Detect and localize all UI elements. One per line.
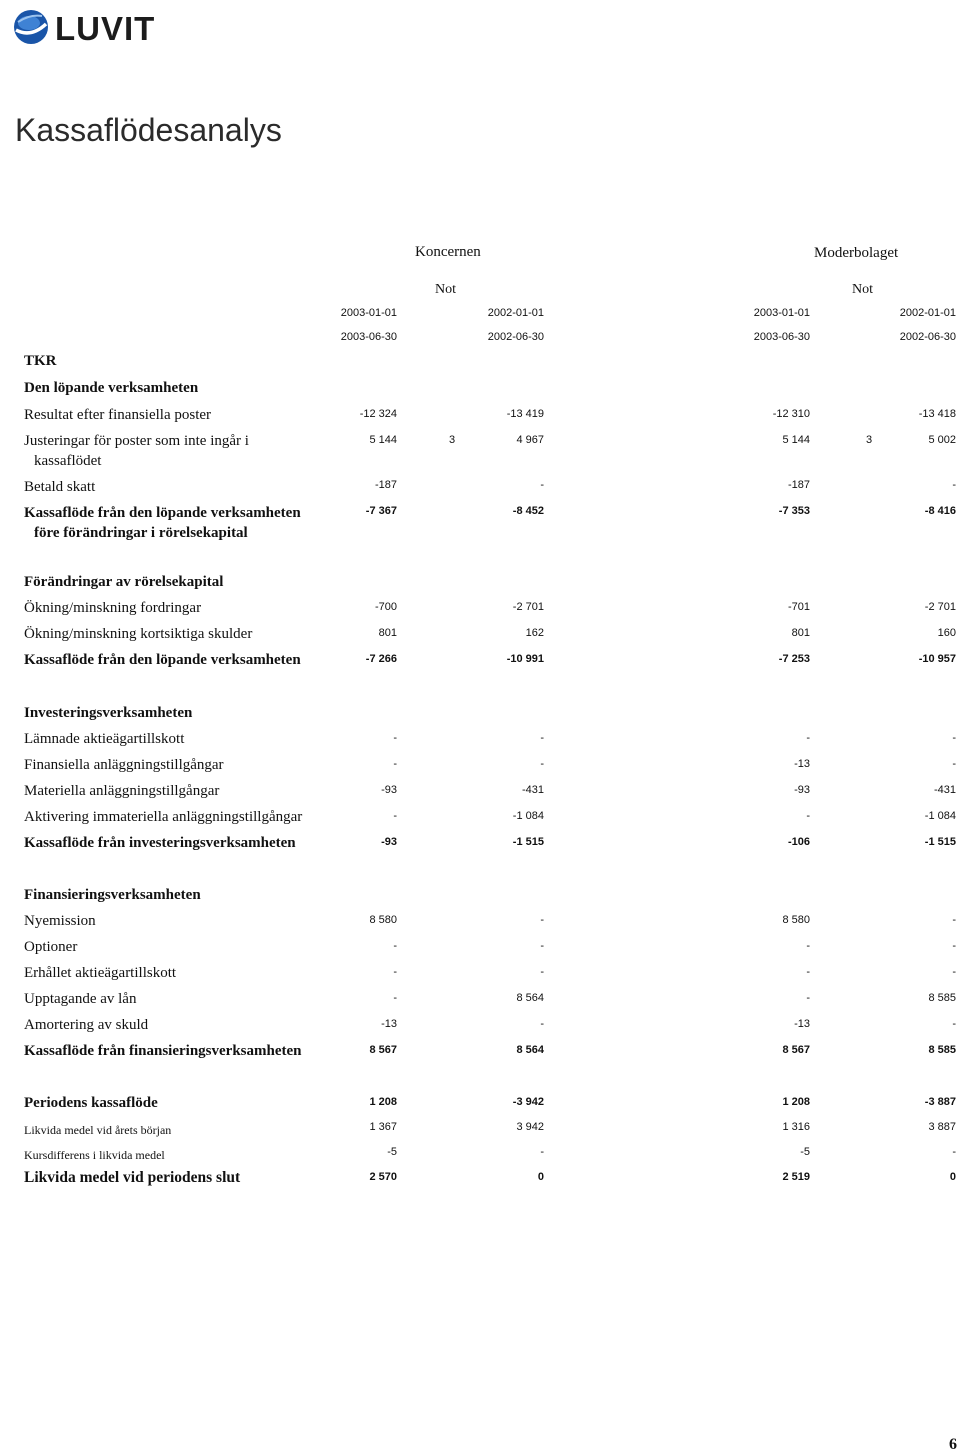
cell-value: -	[393, 732, 397, 744]
date-to-1: 2003-06-30	[340, 331, 397, 343]
cell-value: -431	[521, 784, 544, 796]
header-not-koncernen: Not	[435, 282, 456, 297]
cell-value: -	[952, 758, 956, 770]
cell-value: -2 701	[924, 601, 956, 613]
cell-value: 1 208	[782, 1096, 810, 1108]
cell-value: 1 367	[369, 1121, 397, 1133]
row-label	[24, 431, 249, 471]
logo-globe-icon	[12, 8, 52, 48]
cell-value: -	[540, 732, 544, 744]
cell-value: -	[540, 758, 544, 770]
row-label-cont: före förändringar i rörelsekapital	[34, 525, 248, 541]
cell-value: -93	[794, 784, 810, 796]
cell-value: -93	[381, 784, 397, 796]
cell-value: -187	[374, 479, 397, 491]
cell-value: -7 266	[365, 653, 397, 665]
cell-value: -	[806, 940, 810, 952]
cell-value: -8 452	[512, 505, 544, 517]
cell-value: -	[540, 940, 544, 952]
cell-value: -1 084	[512, 810, 544, 822]
cell-value: -	[393, 810, 397, 822]
cell-value: -7 367	[365, 505, 397, 517]
row-label: Likvida medel vid periodens slut	[24, 1169, 241, 1186]
row-label: Erhållet aktieägartillskott	[24, 965, 177, 981]
cell-value: 0	[537, 1171, 544, 1183]
row-label: Kassaflöde från investeringsverksamheten	[24, 835, 296, 851]
cell-value: -187	[787, 479, 810, 491]
cell-value: -3 942	[512, 1096, 544, 1108]
cell-value: -7 253	[778, 653, 810, 665]
header-not-moderbolaget: Not	[852, 282, 873, 297]
row-label: Likvida medel vid årets början	[24, 1123, 172, 1137]
row-label: Ökning/minskning fordringar	[24, 600, 202, 616]
cell-value: 2 570	[369, 1171, 397, 1183]
cell-value: -	[540, 479, 544, 491]
cell-value: -	[806, 810, 810, 822]
row-label	[24, 503, 301, 543]
row-label-line: Justeringar för poster som inte ingår i	[24, 433, 249, 449]
cell-value: 8 564	[516, 992, 544, 1004]
cell-value: -	[540, 1018, 544, 1030]
row-label: Periodens kassaflöde	[24, 1095, 158, 1111]
cell-value: 8 567	[782, 1044, 810, 1056]
cell-value: -	[540, 914, 544, 926]
row-label-line: Kassaflöde från den löpande verksamheten	[24, 505, 301, 521]
cell-value: -	[952, 1146, 956, 1158]
row-label: Betald skatt	[24, 479, 96, 495]
cell-value: -13	[794, 758, 810, 770]
cell-value: 2 519	[782, 1171, 810, 1183]
row-label: Materiella anläggningstillgångar	[24, 783, 220, 799]
cell-value: -	[806, 966, 810, 978]
date-from-3: 2003-01-01	[753, 307, 810, 319]
cell-value: -13 418	[918, 408, 956, 420]
cell-value: -8 416	[924, 505, 956, 517]
cell-value: 8 585	[928, 1044, 956, 1056]
cell-value: -2 701	[512, 601, 544, 613]
cell-value: -1 515	[512, 836, 544, 848]
row-label: Nyemission	[24, 913, 96, 929]
cell-value: 1 316	[782, 1121, 810, 1133]
header-koncernen: Koncernen	[415, 244, 481, 260]
row-label: Aktivering immateriella anläggningstillgångar	[24, 809, 303, 825]
cell-value: -700	[374, 601, 397, 613]
cell-value: -5	[800, 1146, 810, 1158]
cell-value: -10 991	[506, 653, 544, 665]
cell-value: 8 580	[369, 914, 397, 926]
cell-value: 5 144	[782, 434, 810, 446]
cell-value: 8 567	[369, 1044, 397, 1056]
section-heading: Den löpande verksamheten	[24, 380, 199, 396]
cell-value: -93	[381, 836, 397, 848]
cell-value: -	[806, 732, 810, 744]
cell-value: 3 942	[516, 1121, 544, 1133]
cell-value: 5 002	[928, 434, 956, 446]
cell-value: 8 580	[782, 914, 810, 926]
luvit-logo	[12, 8, 172, 48]
cell-value: -1 515	[924, 836, 956, 848]
cell-value: -701	[787, 601, 810, 613]
cell-value: -1 084	[924, 810, 956, 822]
logo-wordmark: LUVIT	[55, 10, 156, 47]
section-heading: Finansieringsverksamheten	[24, 887, 201, 903]
cell-value: 0	[949, 1171, 956, 1183]
row-label: Optioner	[24, 939, 78, 955]
cell-value: -	[393, 992, 397, 1004]
cell-value: -	[393, 758, 397, 770]
cell-value: -	[806, 992, 810, 1004]
cell-value: -	[540, 1146, 544, 1158]
cell-value: 8 585	[928, 992, 956, 1004]
cell-value: -	[393, 966, 397, 978]
date-to-3: 2003-06-30	[753, 331, 810, 343]
row-label-cont: kassaflödet	[34, 453, 102, 469]
cell-value: 801	[378, 627, 397, 639]
row-label: Kassaflöde från den löpande verksamheten	[24, 652, 301, 668]
section-heading: Investeringsverksamheten	[24, 705, 193, 721]
date-from-4: 2002-01-01	[899, 307, 956, 319]
date-from-2: 2002-01-01	[487, 307, 544, 319]
cell-value: 5 144	[369, 434, 397, 446]
cell-value: -	[952, 940, 956, 952]
cell-value: -13 419	[506, 408, 544, 420]
section-heading: Förändringar av rörelsekapital	[24, 574, 224, 590]
cell-value: -12 324	[359, 408, 397, 420]
cell-value: -13	[794, 1018, 810, 1030]
cell-value: -431	[933, 784, 956, 796]
cell-value: -	[540, 966, 544, 978]
cell-value: -3 887	[924, 1096, 956, 1108]
unit-label: TKR	[24, 353, 57, 369]
row-label: Lämnade aktieägartillskott	[24, 731, 185, 747]
cell-value: -	[952, 966, 956, 978]
row-label: Ökning/minskning kortsiktiga skulder	[24, 626, 253, 642]
cell-value: -10 957	[918, 653, 956, 665]
cell-value: -13	[381, 1018, 397, 1030]
cell-value: -106	[787, 836, 810, 848]
cell-value: -	[393, 940, 397, 952]
page-title: Kassaflödesanalys	[15, 112, 282, 148]
cell-value: -	[952, 1018, 956, 1030]
cell-value: -7 353	[778, 505, 810, 517]
row-label: Upptagande av lån	[24, 991, 137, 1007]
date-to-2: 2002-06-30	[487, 331, 544, 343]
cell-value: -5	[387, 1146, 397, 1158]
row-label: Finansiella anläggningstillgångar	[24, 757, 224, 773]
row-label: Kursdifferens i likvida medel	[24, 1148, 165, 1162]
header-moderbolaget: Moderbolaget	[814, 245, 899, 261]
cell-value: 4 967	[516, 434, 544, 446]
page-number: 6	[949, 1436, 957, 1453]
cell-note: 3	[449, 434, 456, 446]
cell-value: 162	[525, 627, 544, 639]
cell-value: -12 310	[772, 408, 810, 420]
cell-value: 1 208	[369, 1096, 397, 1108]
row-label: Kassaflöde från finansieringsverksamheten	[24, 1043, 302, 1059]
row-label: Resultat efter finansiella poster	[24, 407, 212, 423]
cell-note: 3	[866, 434, 873, 446]
cell-value: 801	[791, 627, 810, 639]
date-to-4: 2002-06-30	[899, 331, 956, 343]
date-from-1: 2003-01-01	[340, 307, 397, 319]
cell-value: 8 564	[516, 1044, 544, 1056]
cell-value: -	[952, 732, 956, 744]
cell-value: 160	[937, 627, 956, 639]
cell-value: -	[952, 914, 956, 926]
row-label: Amortering av skuld	[24, 1017, 149, 1033]
cell-value: -	[952, 479, 956, 491]
cell-value: 3 887	[928, 1121, 956, 1133]
